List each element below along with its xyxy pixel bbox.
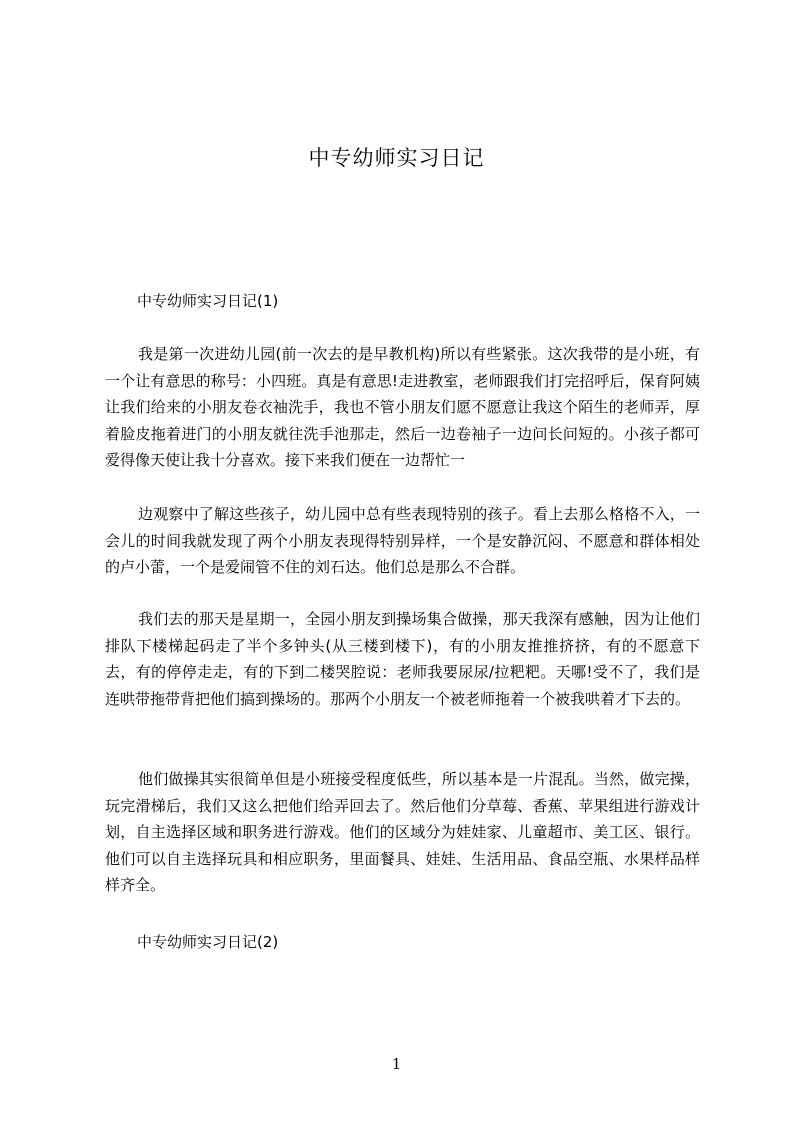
paragraph-1: 我是第一次进幼儿园(前一次去的是早教机构)所以有些紧张。这次我带的是小班，有一个让有意思的称号：小四班。真是有意思!走进教室，老师跟我们打完招呼后，保育阿姨让我们给来的小朋友卷衣袖洗手，我也不管小朋友们愿不愿意让我这个陌生的老师弄，厚着脸皮拖着进门的小朋友就往洗手池那走，然后一边卷袖子一边问长问短的。小孩子都可爱得像天使让我十分喜欢。接下来我们便在一边帮忙一: [105, 345, 700, 470]
section-heading-1: 中专幼师实习日记(1): [137, 292, 279, 310]
paragraph-3: 我们去的那天是星期一，全园小朋友到操场集合做操，那天我深有感触，因为让他们排队下楼梯起码走了半个多钟头(从三楼到楼下)，有的小朋友推推挤挤，有的不愿意下去，有的停停走走，有的下到二楼哭腔说：老师我要尿尿/拉粑粑。天哪!受不了，我们是连哄带拖带背把他们搞到操场的。那两个小朋友一个被老师拖着一个被我哄着才下去的。: [105, 610, 700, 708]
paragraph-4: 他们做操其实很简单但是小班接受程度低些，所以基本是一片混乱。当然，做完操，玩完滑梯后，我们又这么把他们给弄回去了。然后他们分草莓、香蕉、苹果组进行游戏计划，自主选择区域和职务进行游戏。他们的区域分为娃娃家、儿童超市、美工区、银行。他们可以自主选择玩具和相应职务，里面餐具、娃娃、生活用品、食品空瓶、水果样品样样齐全。: [105, 770, 700, 895]
section-heading-2: 中专幼师实习日记(2): [137, 933, 279, 951]
paragraph-2: 边观察中了解这些孩子，幼儿园中总有些表现特别的孩子。看上去那么格格不入，一会儿的时间我就发现了两个小朋友表现得特别异样，一个是安静沉闷、不愿意和群体相处的卢小蕾，一个是爱闹管不住的刘石达。他们总是那么不合群。: [105, 505, 700, 577]
document-title: 中专幼师实习日记: [308, 146, 485, 170]
page-number: 1: [391, 1055, 402, 1073]
